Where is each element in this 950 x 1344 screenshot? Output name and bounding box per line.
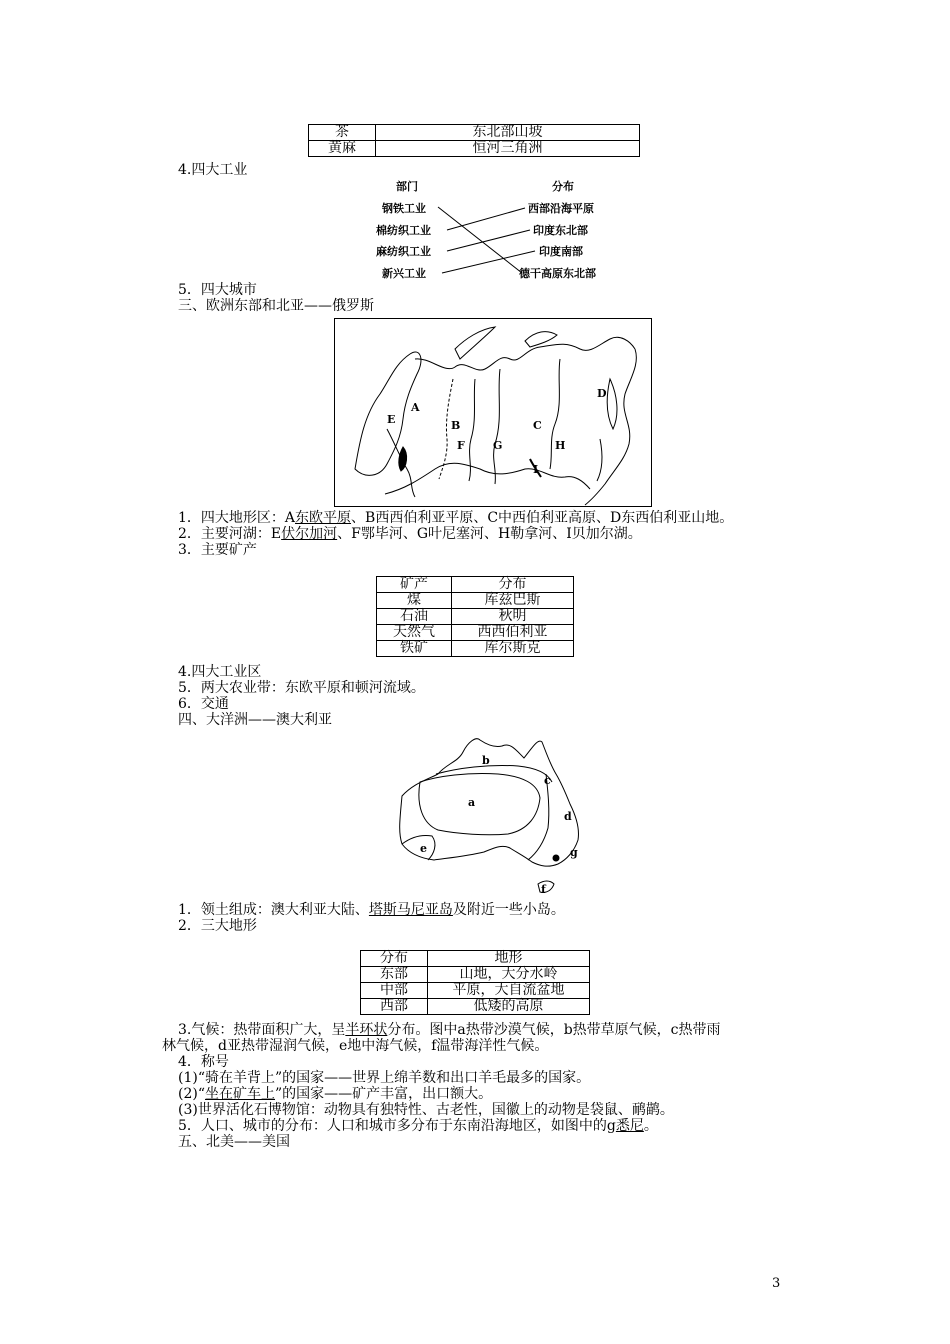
table-cell: 秋明	[452, 609, 574, 625]
russia-map-outline	[335, 319, 651, 506]
table-cell: 东北部山坡	[376, 125, 640, 141]
australia-map	[398, 734, 584, 896]
industry-left-item: 新兴工业	[382, 267, 426, 280]
table-row	[361, 999, 590, 1015]
russia-rivers	[178, 526, 642, 542]
table-cell: 茶	[309, 125, 376, 141]
table-row	[377, 593, 574, 609]
text-prefix: 1．领土组成：澳大利亚大陆、	[178, 902, 369, 918]
col-left-header: 部门	[396, 180, 418, 193]
australia-territory	[178, 902, 565, 918]
russia-heading: 三、欧洲东部和北亚——俄罗斯	[178, 298, 374, 314]
table-cell: 铁矿	[377, 641, 452, 657]
table-row	[377, 641, 574, 657]
table-cell: 西部	[361, 999, 428, 1015]
industry-left-item: 棉纺织工业	[376, 224, 431, 237]
answer-underlined: 坐在矿车上	[205, 1086, 275, 1102]
table-cell: 石油	[377, 609, 452, 625]
industry-zones: 4.四大工业区	[178, 664, 262, 680]
table-cell: 平原，大自流盆地	[428, 983, 590, 999]
map-label-c: c	[544, 774, 551, 787]
industry-right-item: 西部沿海平原	[528, 202, 594, 215]
russia-map	[334, 318, 652, 507]
industry-heading: 4.四大工业	[178, 162, 248, 178]
industry-left-item: 钢铁工业	[382, 202, 426, 215]
table-cell: 煤	[377, 593, 452, 609]
matching-lines	[430, 195, 540, 280]
col-right-header: 分布	[552, 180, 574, 193]
industry-right-item: 印度东北部	[533, 224, 588, 237]
map-label-a: a	[468, 796, 476, 809]
table-header-cell: 分布	[452, 577, 574, 593]
climate-line-1	[178, 1022, 721, 1038]
text-suffix: 、B西西伯利亚平原、C中西伯利亚高原、D东西伯利亚山地。	[351, 510, 734, 526]
text-suffix: ”的国家——矿产丰富，出口额大。	[275, 1086, 493, 1102]
terrain-heading: 2．三大地形	[178, 918, 257, 934]
australia-map-outline	[398, 734, 584, 896]
map-label-e: E	[387, 413, 396, 426]
map-label-g: g	[570, 846, 578, 859]
nickname-heading: 4．称号	[178, 1054, 229, 1070]
text-suffix: 及附近一些小岛。	[452, 902, 565, 918]
crop-table	[308, 124, 640, 157]
terrain-table	[360, 950, 590, 1015]
map-label-i: I	[533, 463, 539, 476]
industry-left-item: 麻纺织工业	[376, 245, 431, 258]
text-prefix: (2)“	[178, 1086, 205, 1102]
nickname-2	[178, 1086, 492, 1102]
table-cell: 东部	[361, 967, 428, 983]
table-cell: 恒河三角洲	[376, 141, 640, 157]
map-label-h: H	[555, 439, 566, 452]
cities-heading: 5．四大城市	[178, 282, 257, 298]
mineral-table	[376, 576, 574, 657]
text-prefix: 2．主要河湖：E	[178, 526, 282, 542]
text-prefix: 1．四大地形区：A	[178, 510, 296, 526]
table-row	[377, 577, 574, 593]
table-header-cell: 矿产	[377, 577, 452, 593]
text-suffix: 分布。图中a热带沙漠气候，b热带草原气候，c热带雨	[387, 1022, 721, 1038]
minerals-heading: 3．主要矿产	[178, 542, 257, 558]
map-label-g: G	[493, 439, 503, 452]
table-row	[309, 141, 640, 157]
table-header-cell: 地形	[428, 951, 590, 967]
table-cell: 库兹巴斯	[452, 593, 574, 609]
transport: 6．交通	[178, 696, 229, 712]
table-cell: 低矮的高原	[428, 999, 590, 1015]
map-label-d: D	[597, 387, 607, 400]
table-header-cell: 分布	[361, 951, 428, 967]
table-row	[361, 951, 590, 967]
map-label-f: f	[541, 883, 546, 896]
text-prefix: 5．人口、城市的分布：人口和城市多分布于东南沿海地区，如图中的g	[178, 1118, 616, 1134]
answer-underlined: 悉尼	[615, 1118, 644, 1134]
table-cell: 山地，大分水岭	[428, 967, 590, 983]
nickname-1: (1)“骑在羊背上”的国家——世界上绵羊数和出口羊毛最多的国家。	[178, 1070, 591, 1086]
usa-heading: 五、北美——美国	[178, 1134, 290, 1150]
industry-right-item: 印度南部	[539, 245, 583, 258]
table-cell: 西西伯利亚	[452, 625, 574, 641]
page-number: 3	[772, 1276, 781, 1291]
text-prefix: 3.气候：热带面积广大，呈	[178, 1022, 346, 1038]
agriculture: 5．两大农业带：东欧平原和顿河流域。	[178, 680, 425, 696]
answer-underlined: 东欧平原	[295, 510, 352, 526]
population	[178, 1118, 658, 1134]
nickname-3: (3)世界活化石博物馆：动物具有独特性、古老性，国徽上的动物是袋鼠、鸸鹋。	[178, 1102, 674, 1118]
table-row	[377, 609, 574, 625]
map-label-b: b	[482, 754, 490, 767]
table-cell: 中部	[361, 983, 428, 999]
table-row	[361, 983, 590, 999]
answer-underlined: 伏尔加河	[281, 526, 338, 542]
russia-landform	[178, 510, 733, 526]
industry-right-item: 德干高原东北部	[519, 267, 596, 280]
table-row	[377, 625, 574, 641]
map-label-d: d	[564, 810, 572, 823]
table-cell: 黄麻	[309, 141, 376, 157]
map-label-b: B	[451, 419, 461, 432]
text-suffix: 。	[643, 1118, 658, 1134]
answer-underlined: 塔斯马尼亚岛	[368, 902, 453, 918]
table-cell: 库尔斯克	[452, 641, 574, 657]
table-row	[361, 967, 590, 983]
map-label-f: F	[457, 439, 465, 452]
answer-underlined: 半环状	[345, 1022, 388, 1038]
table-row	[309, 125, 640, 141]
map-label-c: C	[533, 419, 542, 432]
map-label-e: e	[420, 842, 427, 855]
australia-heading: 四、大洋洲——澳大利亚	[178, 712, 332, 728]
climate-line-2: 林气候，d亚热带湿润气候，e地中海气候，f温带海洋性气候。	[162, 1038, 549, 1054]
map-label-a: A	[411, 401, 420, 414]
table-cell: 天然气	[377, 625, 452, 641]
text-suffix: 、F鄂毕河、G叶尼塞河、H勒拿河、I贝加尔湖。	[337, 526, 642, 542]
